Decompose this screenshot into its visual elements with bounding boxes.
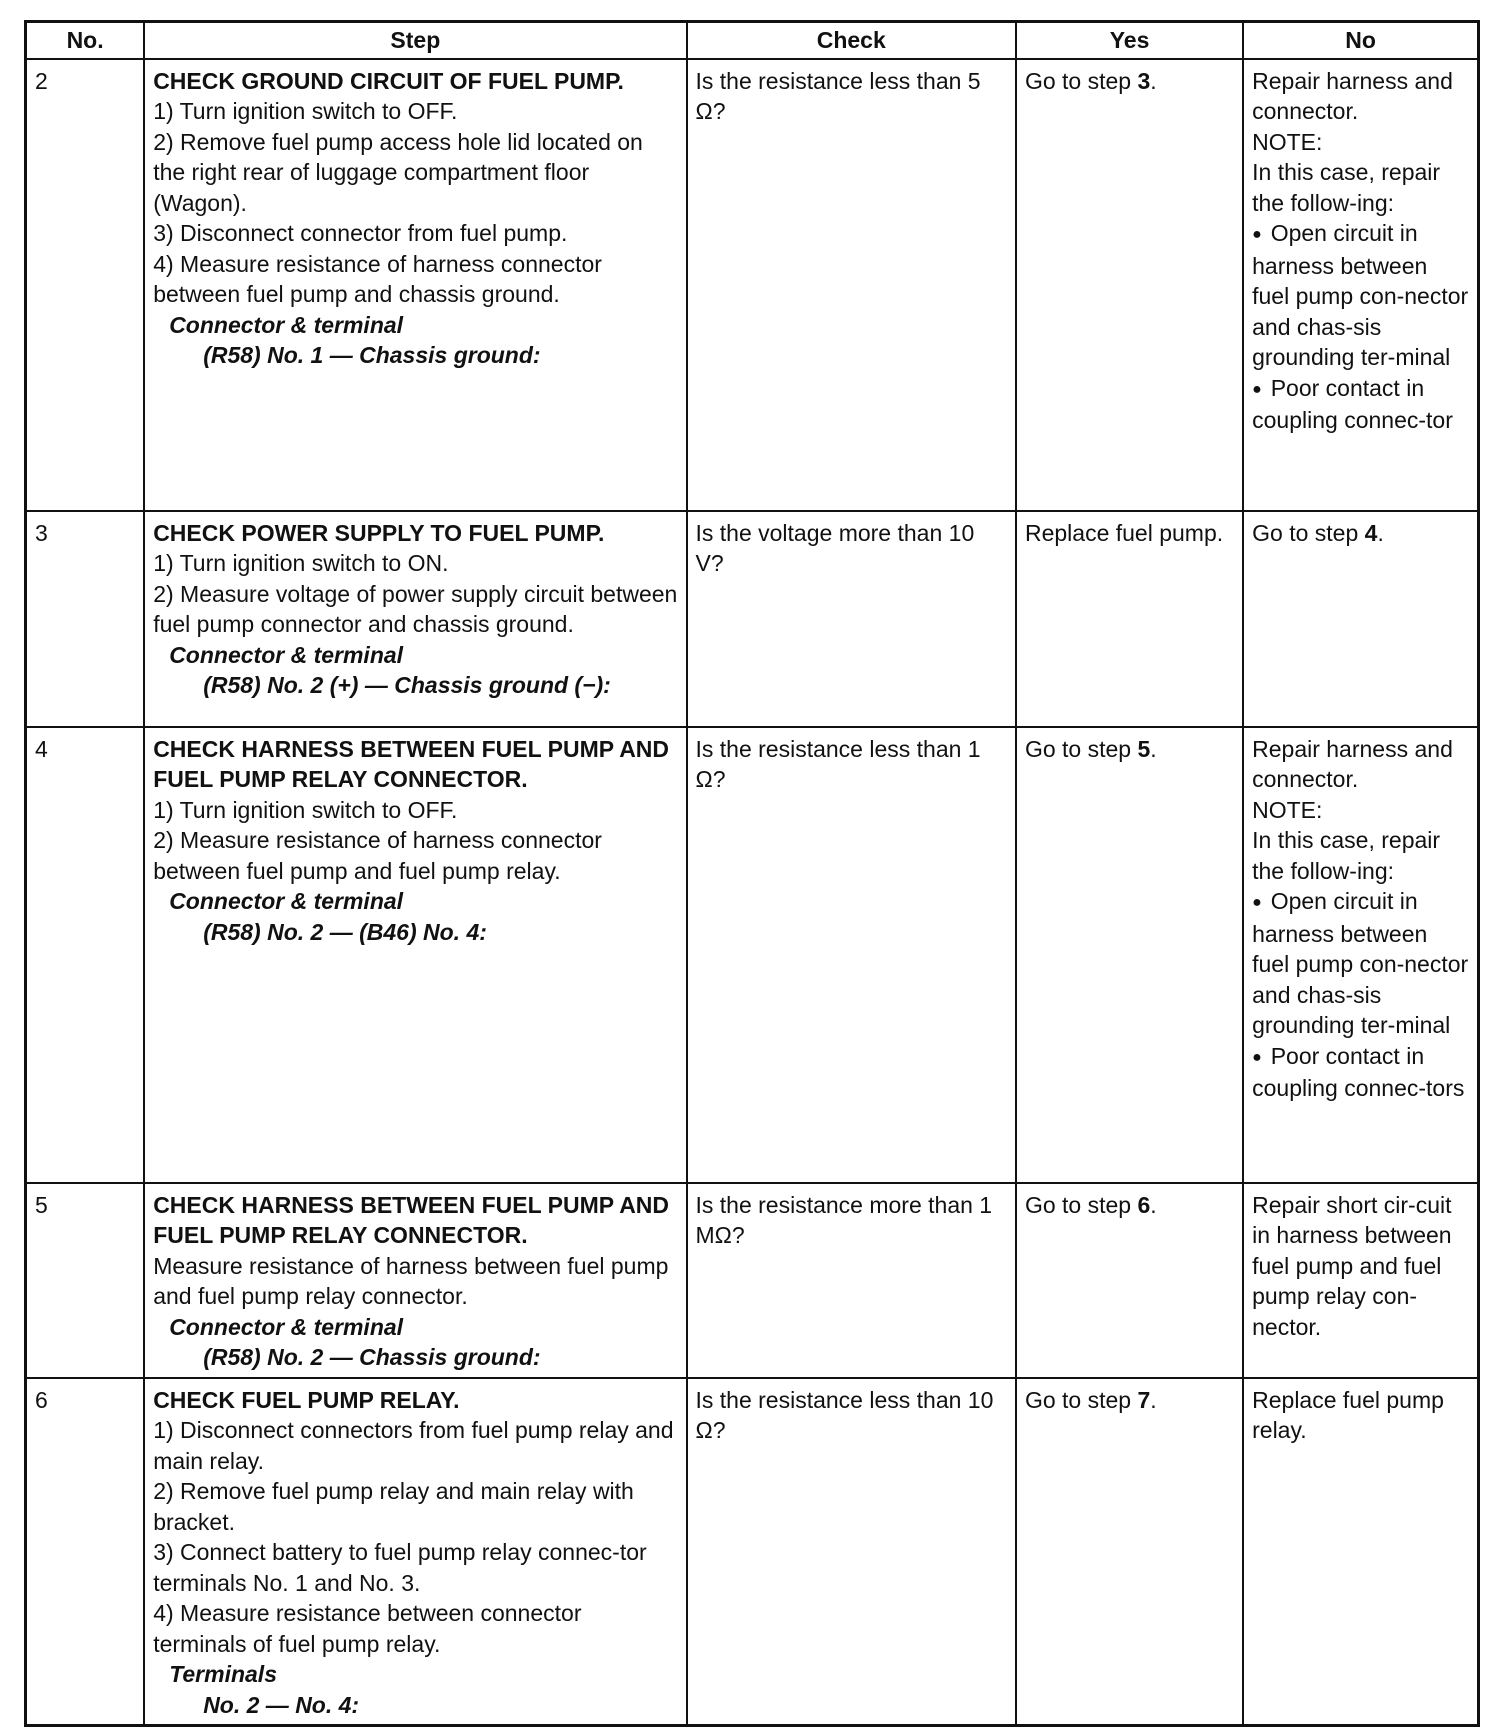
terminals-label: Terminals xyxy=(169,1661,277,1687)
step-line: 1) Turn ignition switch to OFF. xyxy=(153,796,458,823)
step-line: 1) Turn ignition switch to ON. xyxy=(153,550,449,576)
step-line: 4) Measure resistance between connector terminals of fuel pump relay. xyxy=(153,1600,582,1657)
yes-cell xyxy=(1016,727,1243,1183)
table-header xyxy=(26,22,1479,59)
no-line: In this case, repair the follow-ing: xyxy=(1252,159,1441,216)
no-bullet: ● Open circuit in harness between fuel pump con-nector and chas-sis grounding ter-minal xyxy=(1252,218,1469,373)
yes-cell xyxy=(1016,59,1243,511)
no-line: In this case, repair the follow-ing: xyxy=(1252,827,1441,884)
terminals-value: No. 2 — No. 4: xyxy=(203,1691,360,1718)
no-bullet: ● Poor contact in coupling connec-tors xyxy=(1252,1041,1469,1104)
check-cell: Is the resistance less than 5 Ω? xyxy=(687,59,1016,511)
table-row xyxy=(26,727,1479,1183)
header-no: No. xyxy=(26,22,145,59)
table-body xyxy=(26,59,1479,1726)
table-row xyxy=(26,511,1479,727)
step-title: CHECK POWER SUPPLY TO FUEL PUMP. xyxy=(153,519,605,546)
no-action-cell: Replace fuel pump relay. xyxy=(1243,1378,1478,1726)
step-cell xyxy=(144,511,686,727)
connector-terminal-label: Connector & terminal xyxy=(169,311,404,338)
step-line: 2) Remove fuel pump access hole lid located on the right rear of luggage compartment floor (Wagon). xyxy=(153,128,643,216)
yes-step-number: 7 xyxy=(1137,1386,1151,1413)
no-step-number: 4 xyxy=(1364,519,1378,546)
step-line: 4) Measure resistance of harness connector between fuel pump and chassis ground. xyxy=(153,250,602,307)
connector-terminal-label: Connector & terminal xyxy=(169,1313,404,1340)
no-action-cell xyxy=(1243,727,1478,1183)
no-action-cell: Repair short cir-cuit in harness between fuel pump and fuel pump relay con-nector. xyxy=(1243,1183,1478,1378)
no-line: NOTE: xyxy=(1252,796,1323,823)
header-no-action: No xyxy=(1243,22,1478,59)
row-number: 2 xyxy=(26,59,145,511)
step-line: 3) Connect battery to fuel pump relay connec-tor terminals No. 1 and No. 3. xyxy=(153,1539,647,1596)
yes-suffix: . xyxy=(1150,67,1157,94)
yes-prefix: Go to step xyxy=(1024,735,1138,762)
row-number: 4 xyxy=(26,727,145,1183)
header-yes: Yes xyxy=(1016,22,1243,59)
step-title: CHECK HARNESS BETWEEN FUEL PUMP AND FUEL PUMP RELAY CONNECTOR. xyxy=(153,1191,670,1248)
step-line: 3) Disconnect connector from fuel pump. xyxy=(153,220,568,246)
diagnostic-table xyxy=(24,20,1480,1727)
yes-cell: Replace fuel pump. xyxy=(1016,511,1243,727)
yes-cell xyxy=(1016,1378,1243,1726)
step-title: CHECK HARNESS BETWEEN FUEL PUMP AND FUEL PUMP RELAY CONNECTOR. xyxy=(153,735,670,792)
no-prefix: Go to step xyxy=(1252,519,1365,546)
check-cell: Is the voltage more than 10 V? xyxy=(687,511,1016,727)
yes-prefix: Go to step xyxy=(1024,1386,1138,1413)
step-line: 1) Turn ignition switch to OFF. xyxy=(153,98,458,124)
connector-terminal-value: (R58) No. 1 — Chassis ground: xyxy=(203,342,541,368)
header-check: Check xyxy=(687,22,1016,59)
connector-terminal-label: Connector & terminal xyxy=(169,888,404,914)
step-line: 2) Measure resistance of harness connector between fuel pump and fuel pump relay. xyxy=(153,827,602,884)
yes-suffix: . xyxy=(1150,1386,1157,1413)
no-action-cell xyxy=(1243,511,1478,727)
no-action-cell xyxy=(1243,59,1478,511)
step-cell xyxy=(144,1183,686,1378)
step-line: 2) Remove fuel pump relay and main relay with bracket. xyxy=(153,1478,634,1535)
step-line: Measure resistance of harness between fuel pump and fuel pump relay connector. xyxy=(153,1252,669,1309)
table-row xyxy=(26,1378,1479,1726)
row-number: 5 xyxy=(26,1183,145,1378)
no-line: NOTE: xyxy=(1252,128,1323,155)
yes-step-number: 3 xyxy=(1137,67,1151,94)
header-row xyxy=(26,22,1479,59)
row-number: 3 xyxy=(26,511,145,727)
yes-suffix: . xyxy=(1150,735,1157,762)
step-cell xyxy=(144,727,686,1183)
no-bullet: ● Open circuit in harness between fuel pump con-nector and chas-sis grounding ter-minal xyxy=(1252,886,1469,1041)
yes-cell xyxy=(1016,1183,1243,1378)
yes-suffix: . xyxy=(1150,1191,1157,1218)
no-line: Repair harness and connector. xyxy=(1252,735,1453,792)
yes-prefix: Go to step xyxy=(1024,1191,1138,1218)
step-line: 1) Disconnect connectors from fuel pump relay and main relay. xyxy=(153,1417,674,1474)
yes-step-number: 5 xyxy=(1137,735,1151,762)
step-cell xyxy=(144,59,686,511)
yes-step-number: 6 xyxy=(1137,1191,1151,1218)
no-suffix: . xyxy=(1377,519,1384,546)
connector-terminal-value: (R58) No. 2 — (B46) No. 4: xyxy=(203,918,487,945)
check-cell: Is the resistance more than 1 MΩ? xyxy=(687,1183,1016,1378)
check-cell: Is the resistance less than 10 Ω? xyxy=(687,1378,1016,1726)
table-row xyxy=(26,59,1479,511)
step-line: 2) Measure voltage of power supply circuit between fuel pump connector and chassis ground. xyxy=(153,580,678,637)
no-bullet: ● Poor contact in coupling connec-tor xyxy=(1252,373,1469,436)
connector-terminal-value: (R58) No. 2 — Chassis ground: xyxy=(203,1344,541,1370)
row-number: 6 xyxy=(26,1378,145,1726)
step-title: CHECK FUEL PUMP RELAY. xyxy=(153,1386,460,1413)
step-title: CHECK GROUND CIRCUIT OF FUEL PUMP. xyxy=(153,67,624,94)
yes-prefix: Go to step xyxy=(1024,67,1138,94)
connector-terminal-value: (R58) No. 2 (+) — Chassis ground (−): xyxy=(203,672,611,698)
header-step: Step xyxy=(144,22,686,59)
check-cell: Is the resistance less than 1 Ω? xyxy=(687,727,1016,1183)
no-line: Repair harness and connector. xyxy=(1252,67,1453,124)
step-cell xyxy=(144,1378,686,1726)
connector-terminal-label: Connector & terminal xyxy=(169,641,404,668)
table-row xyxy=(26,1183,1479,1378)
